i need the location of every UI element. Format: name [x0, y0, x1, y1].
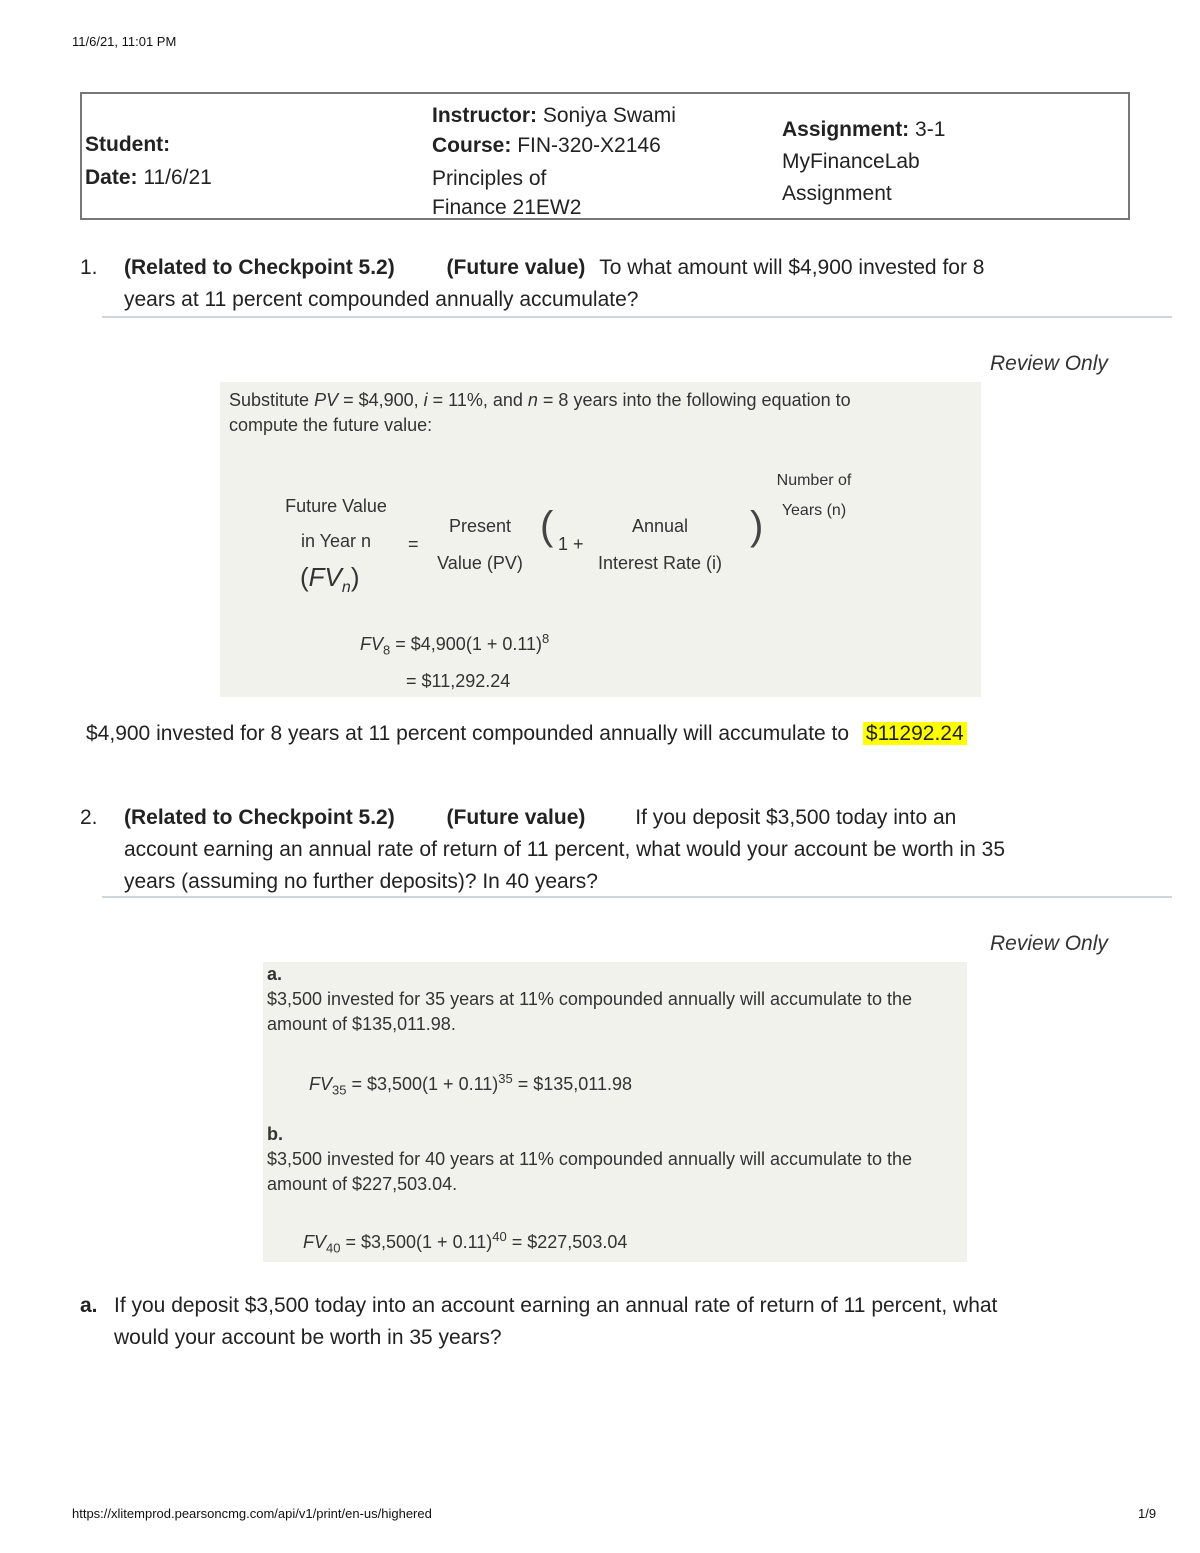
- question-1-tag-topic: (Future value): [446, 256, 586, 279]
- solution-intro: Substitute PV = $4,900, i = 11%, and n = 8 years into the following equation to compute the future value:: [229, 390, 851, 435]
- question-1-answer: [86, 718, 967, 750]
- assignment-value: 3-1: [915, 118, 946, 141]
- course-name: Principles of Finance 21EW2: [432, 167, 582, 219]
- question-1-text: (Related to Checkpoint 5.2) (Future value) To what amount will $4,900 invested for 8 years at 11 percent compounded annually accumulate?: [124, 256, 985, 311]
- print-url: https://xlitemprod.pearsoncmg.com/api/v1/print/en-us/highered: [72, 1506, 432, 1521]
- instructor-value: Soniya Swami: [542, 104, 676, 127]
- course-line: [432, 130, 661, 162]
- solution-part-b: b. $3,500 invested for 40 years at 11% compounded annually will accumulate to the amount of $227,503.04.: [267, 1124, 913, 1194]
- part-a-question: If you deposit $3,500 today into an account earning an annual rate of return of 11 percent, what would your account be worth in 35 years?: [114, 1294, 998, 1349]
- assignment-name: MyFinanceLab Assignment: [782, 150, 920, 205]
- question-1-tag-checkpoint: (Related to Checkpoint 5.2): [124, 256, 395, 279]
- question-1-review-label: Review Only: [990, 352, 1108, 375]
- fv-symbol: $(FV_n)$: [300, 562, 360, 597]
- question-2-number: 2.: [80, 806, 98, 829]
- course-value: FIN-320-X2146: [517, 134, 661, 157]
- question-2-text: (Related to Checkpoint 5.2) (Future value) If you deposit $3,500 today into an account earning an annual rate of return of 11 percent, what would your account be worth in 35 years (assuming no further deposits)? In 40 years?: [124, 806, 1006, 893]
- answer-sentence: $4,900 invested for 8 years at 11 percent compounded annually will accumulate to: [86, 722, 850, 745]
- assignment-header: [80, 92, 1130, 220]
- equals-sign: =: [408, 534, 419, 554]
- fv-label: Future Value in Year n: [285, 496, 387, 551]
- question-2-review-label: Review Only: [990, 932, 1108, 955]
- question-2-solution-box: [263, 962, 967, 1262]
- question-2-divider: [102, 896, 1172, 898]
- course-label: Course:: [432, 134, 512, 157]
- fv40-calculation: $FV_{40}$ = $3,500(1 + 0.11)$^{40}$ = $227,503.04: [303, 1229, 628, 1256]
- student-line: [85, 129, 170, 161]
- question-1-number: 1.: [80, 256, 98, 279]
- instructor-line: [432, 100, 676, 132]
- fv8-calculation: $FV_8$ = $4,900(1 + 0.11)$^8$: [360, 631, 550, 658]
- answer-value: $11292.24: [863, 722, 967, 745]
- date-label: Date:: [85, 166, 138, 189]
- question-1-divider: [102, 316, 1172, 318]
- rate-label: Annual Interest Rate (i): [597, 516, 723, 573]
- one-plus: 1 +: [558, 534, 584, 554]
- years-label: Number of Years (n): [776, 472, 852, 519]
- assignment-line: [782, 114, 945, 146]
- fv8-result: = $11,292.24: [406, 671, 511, 691]
- question-2-tag-topic: (Future value): [446, 806, 586, 829]
- assignment-label: Assignment:: [782, 118, 910, 141]
- print-datetime: 11/6/21, 11:01 PM: [72, 34, 177, 49]
- student-label: Student:: [85, 133, 171, 156]
- part-a-label: a.: [80, 1294, 98, 1317]
- fv35-calculation: $FV_{35}$ = $3,500(1 + 0.11)$^{35}$ = $135,011.98: [309, 1071, 633, 1098]
- instructor-label: Instructor:: [432, 104, 537, 127]
- question-2-tag-checkpoint: (Related to Checkpoint 5.2): [124, 806, 395, 829]
- question-1-solution-box: [220, 382, 981, 697]
- date-value: 11/6/21: [143, 166, 212, 189]
- right-paren: ): [750, 504, 764, 548]
- solution-part-a: a. $3,500 invested for 35 years at 11% compounded annually will accumulate to the amount of $135,011.98.: [267, 964, 913, 1034]
- date-line: [85, 162, 212, 194]
- pv-label: Present Value (PV): [437, 516, 523, 573]
- page-number: 1/9: [1138, 1506, 1157, 1521]
- left-paren: (: [540, 504, 554, 548]
